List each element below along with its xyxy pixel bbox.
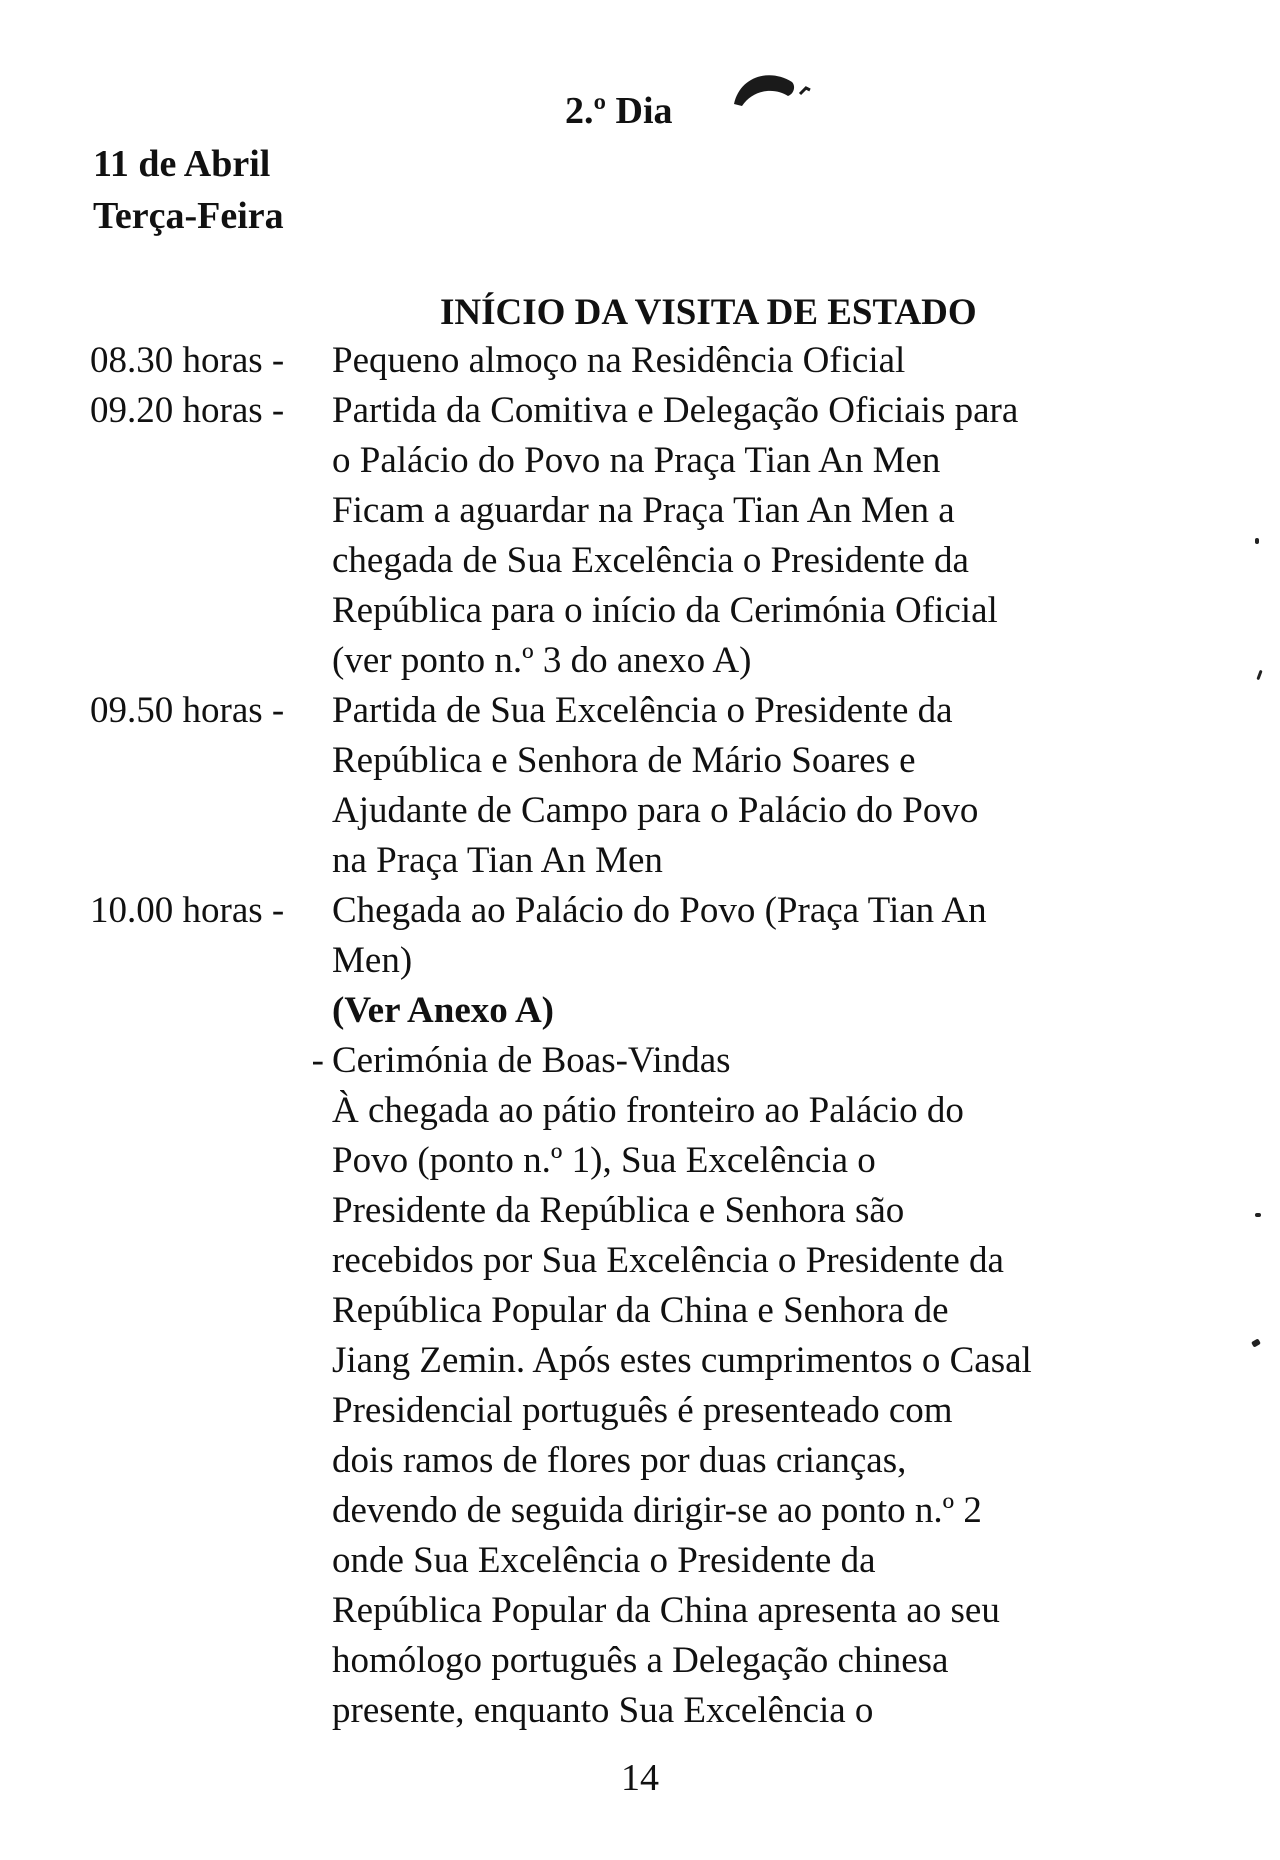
description-line: Presidencial português é presenteado com	[332, 1390, 953, 1431]
date-label: 11 de Abril	[93, 143, 271, 185]
description-line: República para o início da Cerimónia Oficial	[332, 590, 998, 631]
scan-speck	[1255, 1213, 1261, 1217]
description-line: República Popular da China e Senhora de	[332, 1290, 949, 1331]
page-number: 14	[621, 1757, 659, 1799]
description-line: Pequeno almoço na Residência Oficial	[332, 340, 906, 381]
description-line: Ajudante de Campo para o Palácio do Povo	[332, 790, 979, 831]
entry-description	[332, 1036, 1170, 1736]
description-line: Partida da Comitiva e Delegação Oficiais para	[332, 390, 1019, 431]
entry-time: 10.00 horas -	[90, 890, 285, 931]
description-line: (ver ponto n.º 3 do anexo A)	[332, 640, 752, 681]
description-line: o Palácio do Povo na Praça Tian An Men	[332, 440, 941, 481]
entry-description	[332, 886, 1170, 1036]
description-line: dois ramos de flores por duas crianças,	[332, 1440, 907, 1481]
description-line: À chegada ao pátio fronteiro ao Palácio do	[332, 1090, 964, 1131]
entry-description	[332, 336, 1170, 386]
description-line: Presidente da República e Senhora são	[332, 1190, 905, 1231]
schedule-entry	[90, 686, 1170, 886]
description-line: Jiang Zemin. Após estes cumprimentos o Casal	[332, 1340, 1032, 1381]
scan-speck	[1255, 538, 1259, 544]
description-line: presente, enquanto Sua Excelência o	[332, 1690, 874, 1731]
ink-blot-mark	[730, 66, 814, 108]
annex-reference: (Ver Anexo A)	[332, 990, 554, 1031]
entry-time: 09.20 horas -	[90, 390, 285, 431]
entry-description	[332, 686, 1170, 886]
description-line: chegada de Sua Excelência o Presidente da	[332, 540, 969, 581]
entry-time: 09.50 horas -	[90, 690, 285, 731]
section-title: INÍCIO DA VISITA DE ESTADO	[440, 292, 977, 333]
description-line: Ficam a aguardar na Praça Tian An Men a	[332, 490, 955, 531]
schedule	[90, 336, 1170, 1736]
description-line: República Popular da China apresenta ao seu	[332, 1590, 1000, 1631]
schedule-entry	[90, 1036, 1170, 1736]
description-line: recebidos por Sua Excelência o Presidente da	[332, 1240, 1004, 1281]
description-line: Cerimónia de Boas-Vindas	[332, 1040, 731, 1081]
description-line: Chegada ao Palácio do Povo (Praça Tian An	[332, 890, 987, 931]
description-line: República e Senhora de Mário Soares e	[332, 740, 916, 781]
scan-speck	[1251, 1338, 1261, 1347]
schedule-entry	[90, 386, 1170, 686]
description-line: Povo (ponto n.º 1), Sua Excelência o	[332, 1140, 876, 1181]
description-line: Partida de Sua Excelência o Presidente da	[332, 690, 953, 731]
description-line: homólogo português a Delegação chinesa	[332, 1640, 949, 1681]
schedule-entry	[90, 886, 1170, 1036]
entry-description	[332, 386, 1170, 686]
entry-time: 08.30 horas -	[90, 340, 285, 381]
date-block	[93, 138, 284, 242]
entry-dash: -	[311, 1040, 324, 1081]
description-line: onde Sua Excelência o Presidente da	[332, 1540, 876, 1581]
weekday-label: Terça-Feira	[93, 195, 284, 237]
description-line: devendo de seguida dirigir-se ao ponto n.º 2	[332, 1490, 982, 1531]
description-line: na Praça Tian An Men	[332, 840, 663, 881]
description-line: Men)	[332, 940, 413, 981]
scan-speck	[1256, 670, 1262, 680]
schedule-entry	[90, 336, 1170, 386]
day-heading: 2.º Dia	[565, 90, 673, 132]
